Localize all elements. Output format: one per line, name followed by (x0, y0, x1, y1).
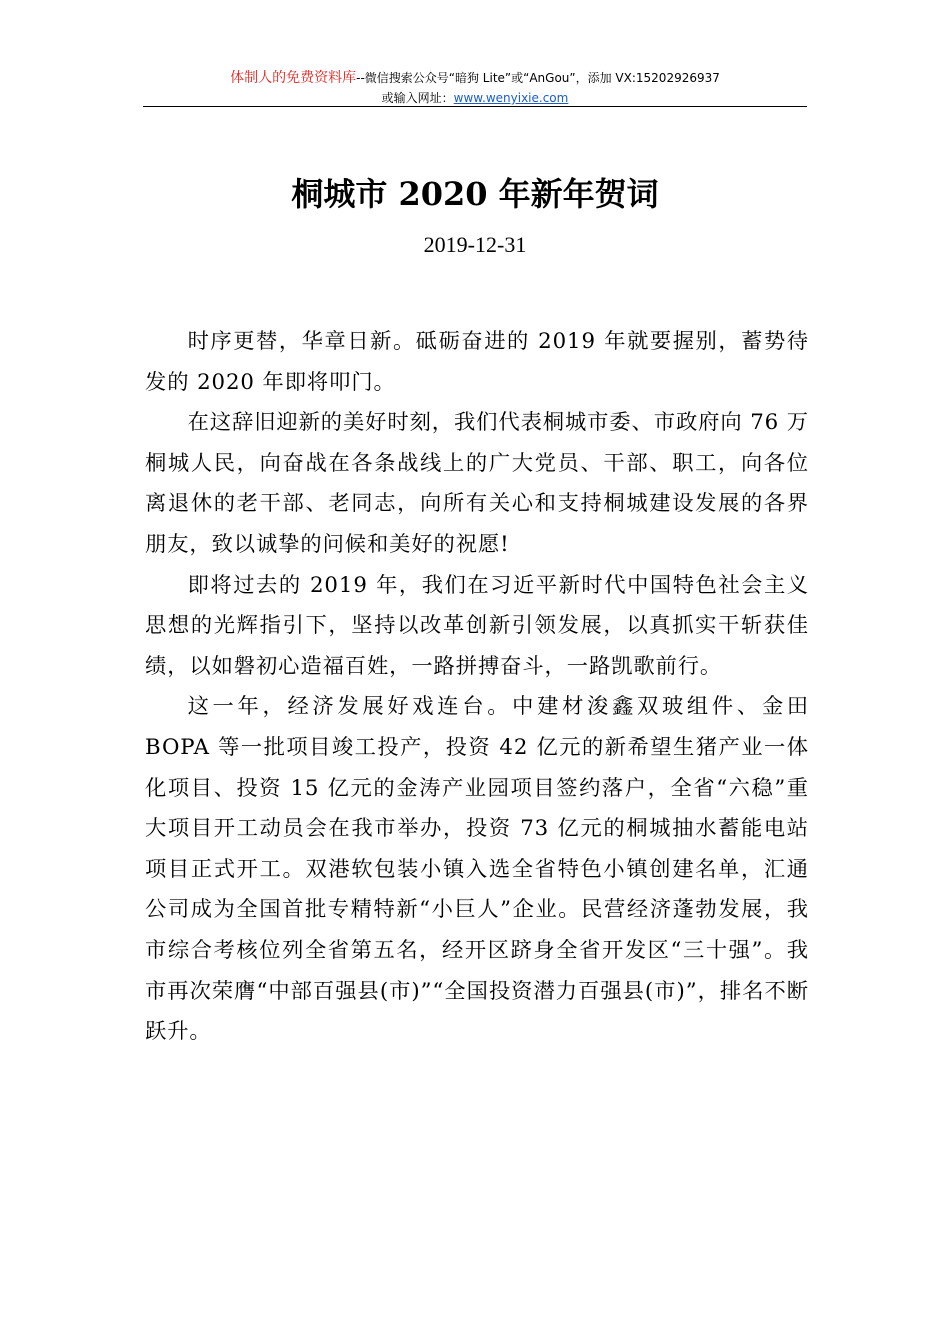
document-body (145, 322, 809, 1053)
header-divider (143, 106, 807, 107)
header-brand: 体制人的免费资料库 (230, 70, 357, 86)
page-header (143, 68, 807, 108)
body-paragraph: 在这辞旧迎新的美好时刻，我们代表桐城市委、市政府向 76 万桐城人民，向奋战在各条战线上的广大党员、干部、职工，向各位离退休的老干部、老同志，向所有关心和支持桐城建设发展的各界朋友，致以诚挚的问候和美好的祝愿! (145, 410, 809, 557)
header-line-2 (143, 88, 807, 108)
body-paragraph: 这一年，经济发展好戏连台。中建材浚鑫双玻组件、金田 BOPA 等一批项目竣工投产，投资 42 亿元的新希望生猪产业一体化项目、投资 15 亿元的金涛产业园项目签约落户，全省“六稳”重大项目开工动员会在我市举办，投资 73 亿元的桐城抽水蓄能电站项目正式开工。双港软包装小镇入选全省特色小镇创建名单，汇通公司成为全国首批专精特新“小巨人”企业。民营经济蓬勃发展，我市综合考核位列全省第五名，经开区跻身全省开发区“三十强”。我市再次荣膺“中部百强县(市)”“全国投资潜力百强县(市)”，排名不断跃升。 (145, 694, 809, 1045)
body-paragraph: 时序更替，华章日新。砥砺奋进的 2019 年就要握别，蓄势待发的 2020 年即将叩门。 (145, 329, 809, 395)
header-line-1 (143, 68, 807, 88)
document-title: 桐城市 2020 年新年贺词 (291, 175, 659, 213)
header-info: --微信搜索公众号“暗狗 Lite”或“AnGou”，添加 VX:15202926937 (356, 71, 720, 85)
document-date: 2019-12-31 (423, 232, 527, 257)
body-paragraph: 即将过去的 2019 年，我们在习近平新时代中国特色社会主义思想的光辉指引下，坚持以改革创新引领发展，以真抓实干斩获佳绩，以如磐初心造福百姓，一路拼搏奋斗，一路凯歌前行。 (145, 572, 809, 679)
header-url-prefix: 或输入网址： (381, 91, 454, 105)
header-url-link[interactable]: www.wenyixie.com (453, 91, 569, 105)
